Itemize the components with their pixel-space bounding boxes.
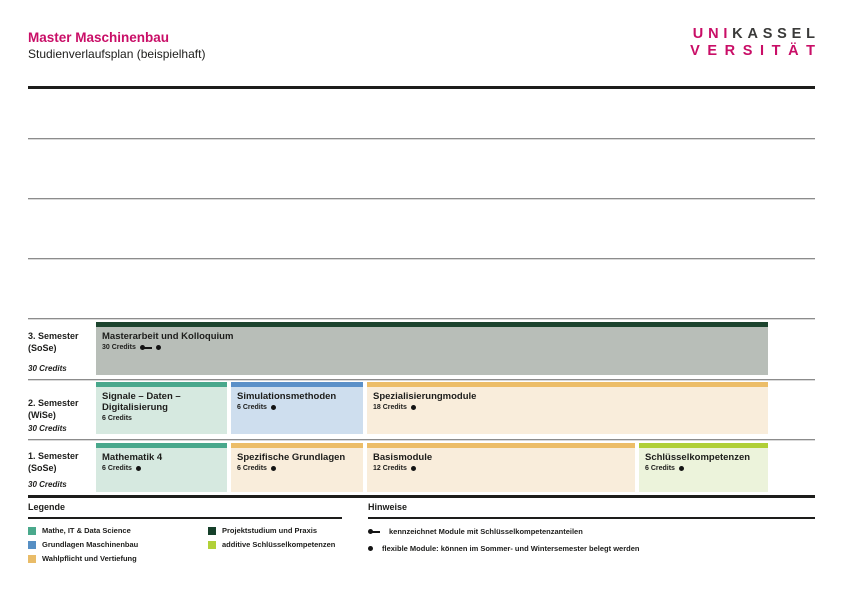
hint-text: flexible Module: können im Sommer- und Wintersemester belegt werden xyxy=(382,544,640,553)
module-credits xyxy=(373,465,629,472)
flexible-module-icon xyxy=(156,345,161,350)
semester-term: (WiSe) xyxy=(28,409,56,420)
module-masterarbeit-und-kolloquium xyxy=(96,322,768,375)
logo-line-1 xyxy=(690,26,820,43)
semester-total-credits: 30 Credits xyxy=(28,424,67,433)
legend-item xyxy=(28,554,208,563)
module-basismodule xyxy=(367,443,635,492)
module-credits xyxy=(237,465,357,472)
flexible-module-icon xyxy=(679,466,684,471)
legend-items xyxy=(28,526,342,563)
hinweise xyxy=(368,502,815,553)
module-spezialisierungmodule xyxy=(367,382,768,434)
header-rule xyxy=(28,86,815,89)
module-simulationsmethoden xyxy=(231,382,363,434)
hint-item xyxy=(368,544,815,553)
semester-total-credits: 30 Credits xyxy=(28,480,67,489)
color-swatch-grundlagen xyxy=(28,541,36,549)
module-title: Basismodule xyxy=(373,452,433,463)
flexible-module-icon xyxy=(271,405,276,410)
semester-label xyxy=(28,451,79,474)
legend-item xyxy=(28,526,208,535)
flexible-module-icon xyxy=(136,466,141,471)
flexible-module-icon xyxy=(271,466,276,471)
module-title: Spezifische Grundlagen xyxy=(237,452,346,463)
legend-item-label: Wahlpflicht und Vertiefung xyxy=(42,554,137,563)
semester-term: (SoSe) xyxy=(28,462,57,473)
module-schluesselkompetenzen xyxy=(639,443,768,492)
footer-rule xyxy=(28,495,815,498)
module-credits xyxy=(373,404,762,411)
module-credits-label: 6 Credits xyxy=(102,465,132,472)
semester-name: 2. Semester xyxy=(28,398,79,408)
legend-column-2 xyxy=(208,526,335,563)
flexible-module-icon xyxy=(411,466,416,471)
semester-name: 1. Semester xyxy=(28,451,79,461)
module-spezifische-grundlagen xyxy=(231,443,363,492)
module-credits xyxy=(102,344,762,351)
uni-kassel-logo xyxy=(690,26,823,60)
semester-row-2 xyxy=(28,381,815,439)
grid-line xyxy=(28,138,815,140)
module-credits xyxy=(102,465,221,472)
legend-item xyxy=(28,540,208,549)
color-swatch-wahlpflicht xyxy=(28,555,36,563)
module-title: Masterarbeit und Kolloquium xyxy=(102,331,234,342)
module-title: Schlüsselkompetenzen xyxy=(645,452,751,463)
key-icon xyxy=(368,529,380,534)
semester-row-3 xyxy=(28,318,815,379)
semester-label xyxy=(28,398,79,421)
semester-row-1 xyxy=(28,441,815,495)
module-credits xyxy=(645,465,762,472)
module-credits xyxy=(237,404,357,411)
legend-item xyxy=(208,540,335,549)
semester-term: (SoSe) xyxy=(28,342,57,353)
module-credits-label: 30 Credits xyxy=(102,344,136,351)
module-credits-label: 18 Credits xyxy=(373,404,407,411)
color-swatch-projektstudium xyxy=(208,527,216,535)
module-credits-label: 6 Credits xyxy=(102,415,132,422)
module-credits-label: 6 Credits xyxy=(237,465,267,472)
hint-item xyxy=(368,527,815,536)
legend-item-label: Grundlagen Maschinenbau xyxy=(42,540,139,549)
semester-label xyxy=(28,331,79,354)
flexible-module-icon xyxy=(368,546,373,551)
legend-item xyxy=(208,526,335,535)
module-signale-daten-digitalisierung xyxy=(96,382,227,434)
grid-line xyxy=(28,198,815,200)
module-title: Spezialisierungmodule xyxy=(373,391,477,402)
color-swatch-schluesselkompetenzen xyxy=(208,541,216,549)
module-credits-label: 12 Credits xyxy=(373,465,407,472)
logo-kassel: KASSEL xyxy=(732,26,820,42)
key-icon xyxy=(140,345,152,350)
page-title: Master Maschinenbau xyxy=(28,30,170,45)
module-credits-label: 6 Credits xyxy=(645,465,675,472)
module-title: Simulationsmethoden xyxy=(237,391,337,402)
module-title: Signale – Daten – Digitalisierung xyxy=(102,391,181,413)
module-credits xyxy=(102,415,221,422)
hint-text: kennzeichnet Module mit Schlüsselkompetenzanteilen xyxy=(389,527,583,536)
semester-total-credits: 30 Credits xyxy=(28,364,67,373)
legend-title: Legende xyxy=(28,502,342,519)
semester-name: 3. Semester xyxy=(28,331,79,341)
logo-uni: UNI xyxy=(692,26,733,42)
flexible-module-icon xyxy=(411,405,416,410)
hinweise-title: Hinweise xyxy=(368,502,815,519)
legend-item-label: Projektstudium und Praxis xyxy=(222,526,318,535)
logo-line-2: VERSITÄT xyxy=(690,43,823,59)
color-swatch-mathe xyxy=(28,527,36,535)
legend xyxy=(28,502,342,563)
legend-item-label: Mathe, IT & Data Science xyxy=(42,526,131,535)
module-mathematik-4 xyxy=(96,443,227,492)
module-credits-label: 6 Credits xyxy=(237,404,267,411)
legend-item-label: additive Schlüsselkompetenzen xyxy=(222,540,336,549)
grid-line xyxy=(28,258,815,260)
legend-column-1 xyxy=(28,526,208,563)
page-subtitle: Studienverlaufsplan (beispielhaft) xyxy=(28,47,206,61)
module-title: Mathematik 4 xyxy=(102,452,163,463)
